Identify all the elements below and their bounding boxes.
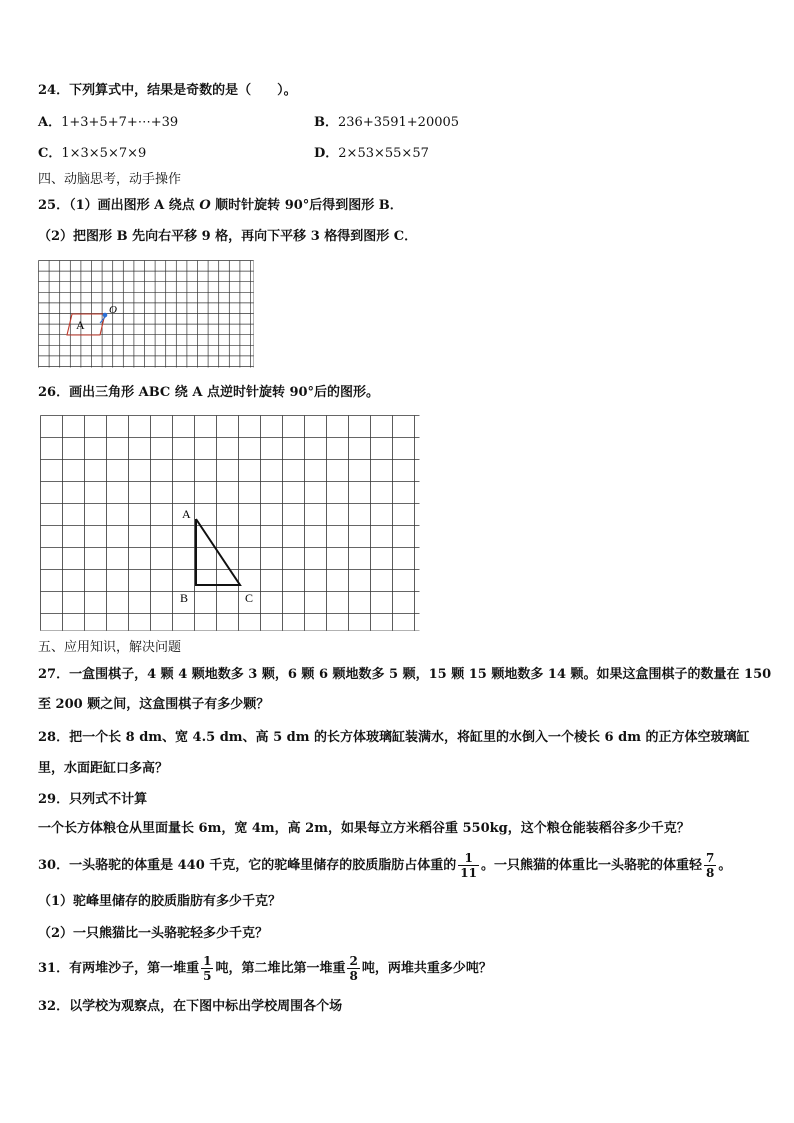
option-letter: B． bbox=[314, 115, 338, 130]
q26-stem: 26．画出三角形 ABC 绕 A 点逆时针旋转 90°后的图形。 bbox=[38, 385, 380, 400]
q29-body: 一个长方体粮仓从里面量长 6m，宽 4m，高 2m，如果每立方米稻谷重 550kg，这个粮仓能装稻谷多少千克？ bbox=[38, 821, 690, 836]
fraction-denominator: 11 bbox=[460, 866, 477, 880]
option-text: 1×3×5×7×9 bbox=[61, 146, 147, 161]
q24-stem: 24．下列算式中，结果是奇数的是（ ）。 bbox=[38, 83, 297, 98]
q24-option-d bbox=[314, 145, 429, 163]
fraction-numerator: 1 bbox=[458, 851, 479, 866]
section-4-heading: 四、动脑思考，动手操作 bbox=[38, 172, 182, 187]
q27-line1: 27．一盒围棋子，4 颗 4 颗地数多 3 颗，6 颗 6 颗地数多 5 颗，15 颗 15 颗地数多 14 颗。如果这盒围棋子的数量在 150 bbox=[38, 667, 772, 682]
q31-text2: 吨，第二堆比第一堆重 bbox=[215, 961, 346, 976]
q25-point-o: O bbox=[199, 198, 211, 213]
option-letter: D． bbox=[314, 146, 339, 161]
fraction-denominator: 5 bbox=[203, 969, 212, 983]
option-text: 2×53×55×57 bbox=[338, 146, 429, 161]
q25-part1-b: 顺时针旋转 90°后得到图形 B． bbox=[210, 198, 403, 213]
q31-text1: 31．有两堆沙子，第一堆重 bbox=[38, 961, 200, 976]
fraction-numerator: 2 bbox=[349, 954, 358, 968]
q25-part1-a: 25．（1）画出图形 A 绕点 bbox=[38, 198, 200, 213]
fraction-1-5 bbox=[201, 954, 213, 983]
fraction-numerator: 7 bbox=[706, 851, 715, 865]
shape-a bbox=[67, 314, 105, 335]
q30-stem bbox=[38, 848, 731, 884]
q31-stem bbox=[38, 951, 492, 987]
q28-line2: 里，水面距缸口多高？ bbox=[38, 761, 169, 776]
fraction-denominator: 8 bbox=[349, 969, 358, 983]
option-letter: C． bbox=[38, 146, 62, 161]
option-letter: A． bbox=[38, 115, 62, 130]
q24-option-b bbox=[314, 114, 459, 132]
vertex-a-label: A bbox=[182, 507, 191, 521]
q24-option-a bbox=[38, 114, 178, 132]
q32-stem: 32．以学校为观察点，在下图中标出学校周围各个场 bbox=[38, 999, 343, 1014]
q26-grid bbox=[40, 415, 420, 635]
q30-text2: 。一只熊猫的体重比一头骆驼的体重轻 bbox=[480, 858, 702, 873]
fraction-2-8 bbox=[347, 954, 359, 983]
point-o-label: O bbox=[109, 304, 117, 316]
fraction-7-8 bbox=[704, 851, 716, 880]
q27-line2: 至 200 颗之间，这盒围棋子有多少颗？ bbox=[38, 697, 270, 712]
q30-text3: 。 bbox=[718, 858, 732, 873]
q30-sub2: （2）一只熊猫比一头骆驼轻多少千克？ bbox=[38, 926, 269, 941]
option-text: 236+3591+20005 bbox=[338, 115, 460, 130]
section-5-heading: 五、应用知识，解决问题 bbox=[38, 640, 182, 655]
q25-part2: （2）把图形 B 先向右平移 9 格，再向下平移 3 格得到图形 C． bbox=[38, 229, 418, 244]
fraction-denominator: 8 bbox=[706, 866, 715, 880]
triangle-abc bbox=[196, 519, 240, 585]
q26-grid-svg bbox=[40, 415, 420, 631]
q30-text1: 30．一头骆驼的体重是 440 千克，它的驼峰里储存的胶质脂肪占体重的 bbox=[38, 858, 457, 873]
fraction-1-11 bbox=[458, 851, 479, 880]
q24-option-c bbox=[38, 145, 146, 163]
q31-text3: 吨，两堆共重多少吨？ bbox=[361, 961, 492, 976]
q25-grid bbox=[38, 260, 254, 372]
fraction-numerator: 1 bbox=[203, 954, 212, 968]
vertex-b-label: B bbox=[180, 591, 189, 605]
shape-a-label: A bbox=[76, 318, 85, 332]
q25-part1 bbox=[38, 197, 403, 215]
q25-grid-svg bbox=[38, 260, 254, 368]
vertex-c-label: C bbox=[245, 591, 254, 605]
point-o bbox=[103, 313, 108, 318]
q28-line1: 28．把一个长 8 dm、宽 4.5 dm、高 5 dm 的长方体玻璃缸装满水，将缸里的水倒入一个棱长 6 dm 的正方体空玻璃缸 bbox=[38, 730, 750, 745]
q30-sub1: （1）驼峰里储存的胶质脂肪有多少千克？ bbox=[38, 894, 282, 909]
option-text: 1+3+5+7+⋯+39 bbox=[61, 115, 179, 130]
q29-stem: 29．只列式不计算 bbox=[38, 792, 148, 807]
